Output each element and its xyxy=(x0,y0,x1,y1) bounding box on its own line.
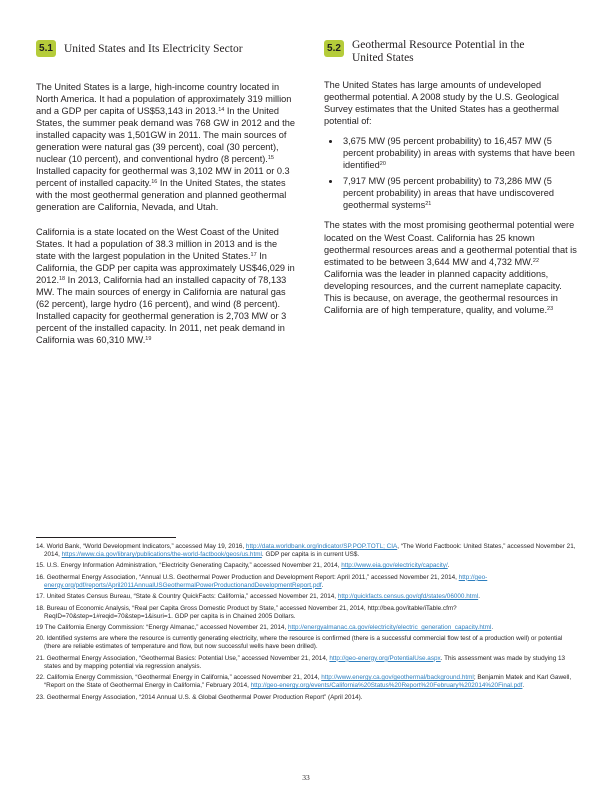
footnote-ref[interactable]: 16 xyxy=(151,179,158,186)
footnote-ref[interactable]: 20 xyxy=(379,161,386,168)
footnote-link[interactable]: http://energyalmanac.ca.gov/electricity/electric_generation_capacity.html xyxy=(288,623,492,631)
footnote-ref[interactable]: 21 xyxy=(425,201,432,208)
footnote-22: 22. California Energy Commission, “Geothermal Energy in California,” accessed November 21, 2014, http://www.energy.ca.gov/geothermal/background.html; Benjamin Matek and Karl Gawell, “Report on the State of Geothermal Energy in California,” February 2014, http://geo-energy.org/events/California%20Status%20Report%20February%202014%20Final.pdf. xyxy=(36,674,572,690)
footnote-16: 16. Geothermal Energy Association, “Annual U.S. Geothermal Power Production and Development Report: April 2011,” accessed November 21, 2014, http://geo-energy.org/pdf/reports/April2011AnnualUSGeothermalPowerProductionandDevelopmentReport.pdf. xyxy=(36,573,488,589)
paragraph: The states with the most promising geothermal potential were located on the West Coast. California has 25 known geothermal resources areas and a geothermal potential that is estimated to be between 3,644 MW and 4,732 MW.$^{22}$ California was the leader in planned capacity additions, developing resources, and the current nameplate capacity. This is because, on average, the geothermal resources in California are of high temperature, quality, and volume.$^{23}$ xyxy=(324,220,577,315)
footnote-23: 23. Geothermal Energy Association, “2014 Annual U.S. & Global Geothermal Power Production Report” (April 2014). xyxy=(36,693,363,701)
footnote-link[interactable]: http://www.energy.ca.gov/geothermal/background.html xyxy=(321,674,474,682)
footnote-ref[interactable]: 15 xyxy=(267,155,274,162)
section-5-2 xyxy=(324,40,580,316)
footnote-14: 14. World Bank, “World Development Indicators,” accessed May 19, 2016, http://data.worldbank.org/indicator/SP.POP.TOTL; CIA, “The World Factbook: United States,” accessed November 21, 2014, https://www.cia.gov/library/publications/the-world-factbook/geos/us.html. GDP per capita is in current US$. xyxy=(36,543,576,558)
paragraph: The United States is a large, high-income country located in North America. It had a population of approximately 319 million and a GDP per capita of US$53,143 in 2013.14 In the United States, the summer peak demand was 768 GW in 2012 and the installed capacity was 1,501GW in 2011. The main sources of generation were natural gas (39 percent), coal (30 percent), nuclear (10 percent), and conventional hydro (8 percent).$^{15}$ Installed capacity for geothermal was 3,102 MW in 2011 or 0.3 percent of installed capacity.$^{16}$ In the United States, the states with the most geothermal generation and planned geothermal generation are California, Nevada, and Utah. xyxy=(36,82,295,213)
footnote-link[interactable]: http://quickfacts.census.gov/qfd/states/06000.html xyxy=(337,593,479,601)
footnote-20: 20. Identified systems are where the resource is currently generating electricity, where the resource is confirmed (there is a successful commercial flow test of a production well) or potential (there are reliable estimates of temperature and flow, but now successful wells have been drilled). xyxy=(36,635,563,651)
footnote-ref[interactable]: 17 xyxy=(250,251,257,258)
footnote-ref[interactable]: 19 xyxy=(145,335,152,342)
section-number-badge: 5.2 xyxy=(324,40,344,57)
paragraph: California is a state located on the West Coast of the United States. It had a population of 38.3 million in 2013 and is the state with the largest population in the United States.$^{17}$ In California, the GDP per capita was approximately US$46,029 in 2012.18 In 2013, California had an installed capacity of 78,133 MW. The main sources of energy in California are natural gas (62 percent), large hydro (16 percent), and wind (8 percent). Installed capacity for geothermal generation is 2,703 MW or 3 percent of the installed capacity. In 2011, net peak demand in California was 60,310 MW.$^{19}$ xyxy=(36,226,295,345)
section-5-1 xyxy=(36,40,298,346)
bullet-list xyxy=(324,135,580,211)
section-title: United States and Its Electricity Sector xyxy=(64,43,243,55)
footnote-link[interactable]: http://geo-energy.org/events/California%20Status%20Report%20February%202014%20Final.pdf xyxy=(250,682,523,690)
footnotes xyxy=(36,543,576,705)
footnote-ref[interactable]: 23 xyxy=(547,305,554,312)
section-heading xyxy=(36,40,298,57)
footnote-ref[interactable]: 22 xyxy=(532,257,540,264)
list-item: • 7,917 MW (95 percent probability) to 73,286 MW (5 percent probability) in areas that have undiscovered geothermal systems$^{21}$ xyxy=(341,175,580,211)
section-heading xyxy=(324,40,580,64)
footnote-link[interactable]: http://geo-energy.org/pdf/reports/April2011AnnualUSGeothermalPowerProductionandDevelopmentReport.pdf xyxy=(44,573,488,589)
footnote-link[interactable]: http://geo-energy.org/PotentialUse.aspx xyxy=(329,654,441,662)
footnote-15: 15. U.S. Energy Information Administration, “Electricity Generating Capacity,” accessed November 21, 2014, http://www.eia.gov/electricity/capacity/. xyxy=(36,562,450,570)
footnote-link[interactable]: http://www.eia.gov/electricity/capacity/ xyxy=(341,562,448,570)
footnote-19: 19 The California Energy Commission: “Energy Almanac,” accessed November 21, 2014, http://energyalmanac.ca.gov/electricity/electric_generation_capacity.html. xyxy=(36,623,494,631)
section-title: Geothermal Resource Potential in the United States xyxy=(352,39,525,64)
footnote-18: 18. Bureau of Economic Analysis, “Real per Capita Gross Domestic Product by State,” accessed November 21, 2014, http://bea.gov/itable/iTable.cfm?ReqID=70&step=1#reqid=70&step=1&isuri=1. GDP per capita is in Chained 2005 Dollars. xyxy=(36,604,457,620)
footnote-ref[interactable]: 14 xyxy=(218,107,225,114)
footnote-divider xyxy=(36,537,176,538)
footnote-link[interactable]: https://www.cia.gov/library/publications/the-world-factbook/geos/us.html xyxy=(61,551,262,558)
list-item: • 3,675 MW (95 percent probability) to 16,457 MW (5 percent probability) in areas with systems that have been identified$^{20}$ xyxy=(341,135,580,171)
footnote-17: 17. United States Census Bureau, “State & Country QuickFacts: California,” accessed November 21, 2014, http://quickfacts.census.gov/qfd/states/06000.html. xyxy=(36,593,480,601)
section-number-badge: 5.1 xyxy=(36,40,56,57)
page-number: 33 xyxy=(302,773,310,782)
paragraph: The United States has large amounts of undeveloped geothermal potential. A 2008 study by the U.S. Geological Survey estimates that the United States has a geothermal potential of: xyxy=(324,80,559,127)
footnote-21: 21. Geothermal Energy Association, “Geothermal Basics: Potential Use,” accessed November 21, 2014, http://geo-energy.org/PotentialUse.aspx. This assessment was made by studying 13 states and by mapping potential via regression analysis. xyxy=(36,654,566,670)
footnote-ref[interactable]: 18 xyxy=(59,275,66,282)
footnote-link[interactable]: http://data.worldbank.org/indicator/SP.POP.TOTL; CIA xyxy=(245,543,398,550)
